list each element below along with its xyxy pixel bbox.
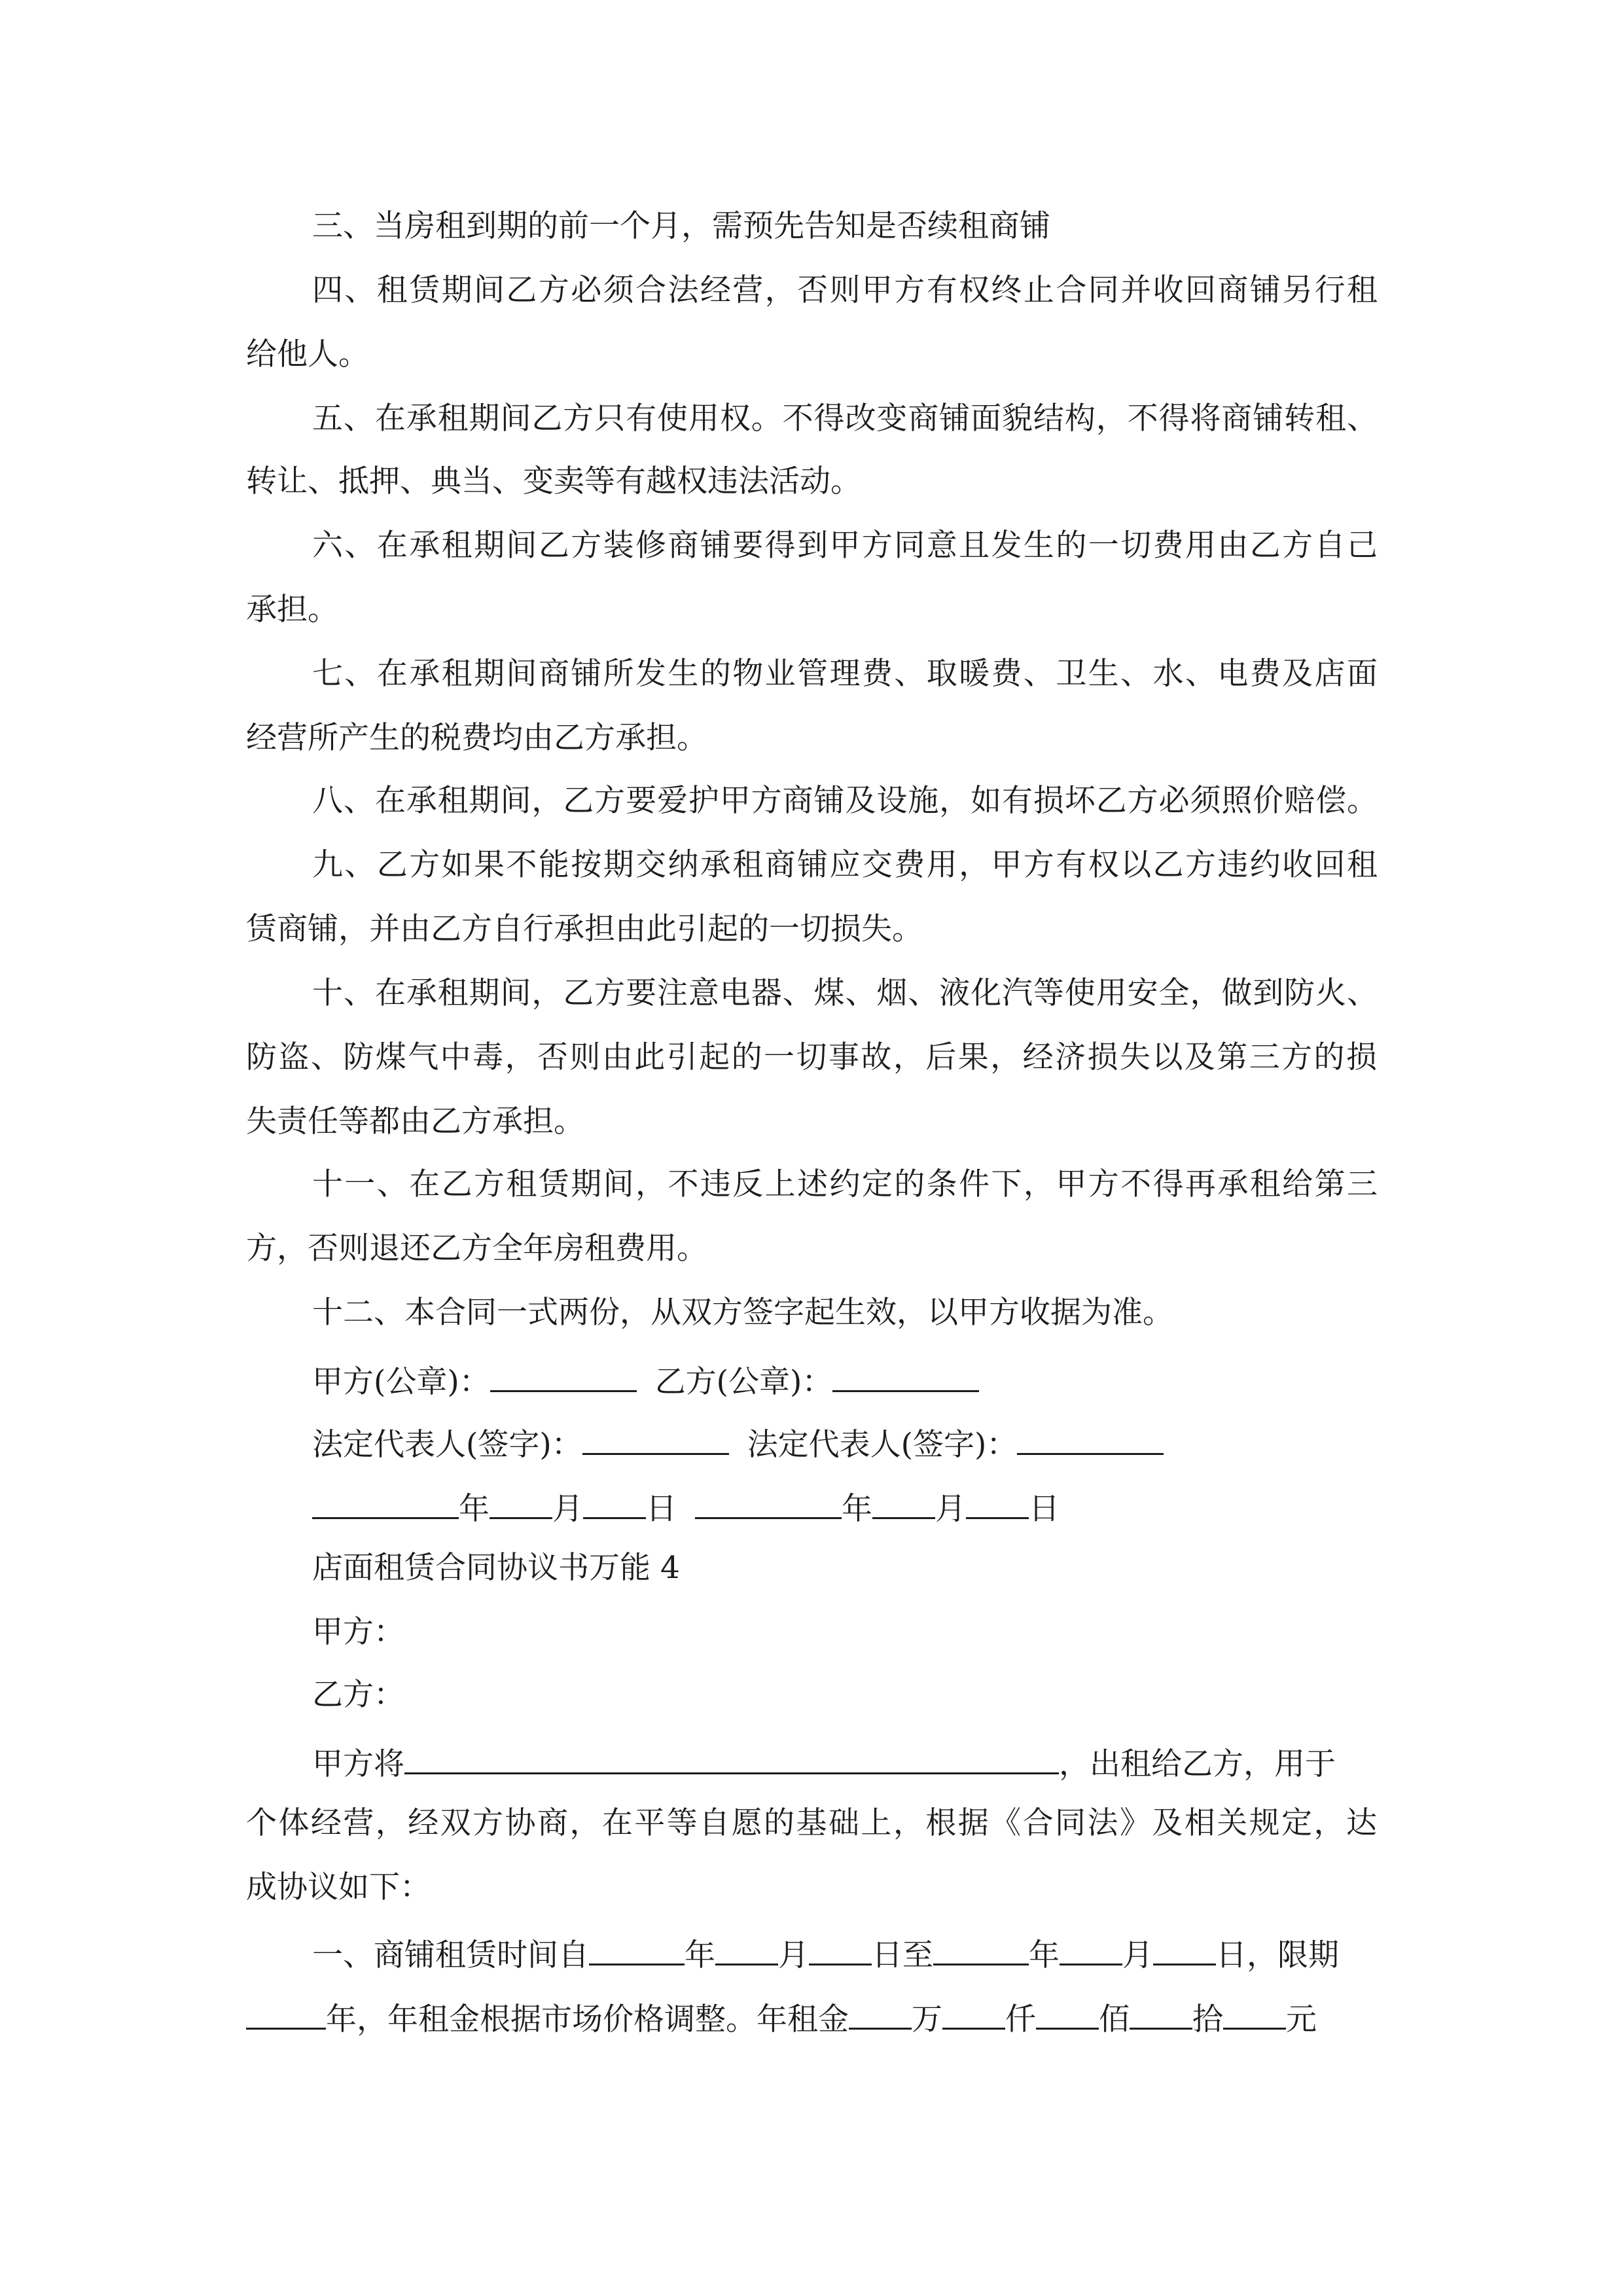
clause-9-line-1: 九、乙方如果不能按期交纳承租商铺应交费用，甲方有权以乙方违约收回租: [312, 847, 1378, 883]
qian-label: 仟: [1005, 2001, 1036, 2037]
clause-11-line-2: 方，否则退还乙方全年房租费用。: [246, 1230, 707, 1266]
bai-label: 佰: [1099, 2001, 1130, 2037]
seal-line: [312, 1361, 979, 1400]
shi-blank[interactable]: [1130, 1999, 1192, 2030]
intro-line-2: 个体经营，经双方协商，在平等自愿的基础上，根据《合同法》及相关规定，达: [246, 1805, 1377, 1841]
term-line-1: [312, 1935, 1339, 1971]
clause-4-line-2: 给他人。: [246, 336, 369, 372]
party-a-seal-blank[interactable]: [490, 1361, 637, 1392]
to-year-blank[interactable]: [933, 1935, 1029, 1965]
party-a-seal-label: 甲方(公章)：: [312, 1364, 490, 1400]
clause-3: 三、当房租到期的前一个月，需预先告知是否续租商铺: [312, 208, 1050, 244]
year-a-blank[interactable]: [312, 1488, 459, 1519]
day-a-blank[interactable]: [583, 1488, 646, 1519]
clause-12: 十二、本合同一式两份，从双方签字起生效，以甲方收据为准。: [312, 1295, 1173, 1331]
from-day-blank[interactable]: [809, 1935, 872, 1965]
yuan-blank[interactable]: [1223, 1999, 1286, 2030]
rent-text: 年，年租金根据市场价格调整。年租金: [326, 2001, 849, 2037]
party-a-label: 甲方：: [312, 1614, 404, 1650]
clause-7-line-1: 七、在承租期间商铺所发生的物业管理费、取暖费、卫生、水、电费及店面: [312, 656, 1378, 692]
month-a-blank[interactable]: [490, 1488, 552, 1519]
bai-blank[interactable]: [1036, 1999, 1099, 2030]
clause-10-line-2: 防盗、防煤气中毒，否则由此引起的一切事故，后果，经济损失以及第三方的损: [246, 1039, 1377, 1075]
from-day-label: 日至: [872, 1937, 933, 1973]
from-month-blank[interactable]: [715, 1935, 778, 1965]
intro-end: ，出租给乙方，用于: [1059, 1746, 1336, 1782]
party-b-label: 乙方：: [312, 1677, 404, 1713]
clause-8: 八、在承租期间，乙方要爱护甲方商铺及设施，如有损坏乙方必须照价赔偿。: [312, 783, 1378, 819]
to-month-blank[interactable]: [1060, 1935, 1122, 1965]
intro-line-3: 成协议如下：: [246, 1869, 431, 1905]
representative-line: [312, 1424, 1164, 1463]
clause-6-line-2: 承担。: [246, 592, 338, 628]
clause-5-line-2: 转让、抵押、典当、变卖等有越权违法活动。: [246, 463, 861, 499]
clause-5-line-1: 五、在承租期间乙方只有使用权。不得改变商铺面貌结构，不得将商铺转租、: [312, 401, 1378, 437]
clause-6-line-1: 六、在承租期间乙方装修商铺要得到甲方同意且发生的一切费用由乙方自己: [312, 528, 1378, 564]
shi-label: 拾: [1192, 2001, 1223, 2037]
rep-b-label: 法定代表人(签字)：: [747, 1427, 1018, 1463]
year-a-label: 年: [459, 1491, 490, 1527]
month-b-blank[interactable]: [872, 1488, 935, 1519]
to-year-label: 年: [1029, 1937, 1060, 1973]
day-a-label: 日: [646, 1491, 677, 1527]
clause-10-line-3: 失责任等都由乙方承担。: [246, 1103, 584, 1139]
clause-4-line-1: 四、租赁期间乙方必须合法经营，否则甲方有权终止合同并收回商铺另行租: [312, 272, 1378, 308]
contract-title: 店面租赁合同协议书万能 4: [312, 1550, 680, 1586]
to-day-blank[interactable]: [1153, 1935, 1216, 1965]
date-line: [312, 1488, 1060, 1527]
premises-blank[interactable]: [404, 1744, 1059, 1774]
clause-10-line-1: 十、在承租期间，乙方要注意电器、煤、烟、液化汽等使用安全，做到防火、: [312, 975, 1378, 1011]
qian-blank[interactable]: [942, 1999, 1005, 2030]
term-line-2: [246, 1999, 1317, 2035]
year-b-label: 年: [842, 1491, 872, 1527]
from-month-label: 月: [778, 1937, 809, 1973]
term-years-blank[interactable]: [246, 1999, 326, 2030]
clause-11-line-1: 十一、在乙方租赁期间，不违反上述约定的条件下，甲方不得再承租给第三: [312, 1166, 1378, 1202]
rep-b-blank[interactable]: [1017, 1424, 1164, 1455]
rep-a-blank[interactable]: [582, 1424, 729, 1455]
year-b-blank[interactable]: [695, 1488, 842, 1519]
clause-7-line-2: 经营所产生的税费均由乙方承担。: [246, 720, 707, 756]
rep-a-label: 法定代表人(签字)：: [312, 1427, 582, 1463]
day-b-blank[interactable]: [966, 1488, 1029, 1519]
party-b-seal-blank[interactable]: [832, 1361, 979, 1392]
from-year-blank[interactable]: [589, 1935, 685, 1965]
from-year-label: 年: [685, 1937, 715, 1973]
to-month-label: 月: [1122, 1937, 1153, 1973]
month-a-label: 月: [552, 1491, 583, 1527]
month-b-label: 月: [935, 1491, 966, 1527]
wan-blank[interactable]: [849, 1999, 912, 2030]
intro-start: 甲方将: [312, 1746, 404, 1782]
party-b-seal-label: 乙方(公章)：: [654, 1364, 833, 1400]
clause-9-line-2: 赁商铺，并由乙方自行承担由此引起的一切损失。: [246, 911, 923, 947]
intro-line-1: [312, 1744, 1336, 1780]
term-limit-label: 日，限期: [1216, 1937, 1339, 1973]
term-start: 一、商铺租赁时间自: [312, 1937, 589, 1973]
day-b-label: 日: [1029, 1491, 1060, 1527]
wan-label: 万: [912, 2001, 942, 2037]
yuan-label: 元: [1286, 2001, 1317, 2037]
